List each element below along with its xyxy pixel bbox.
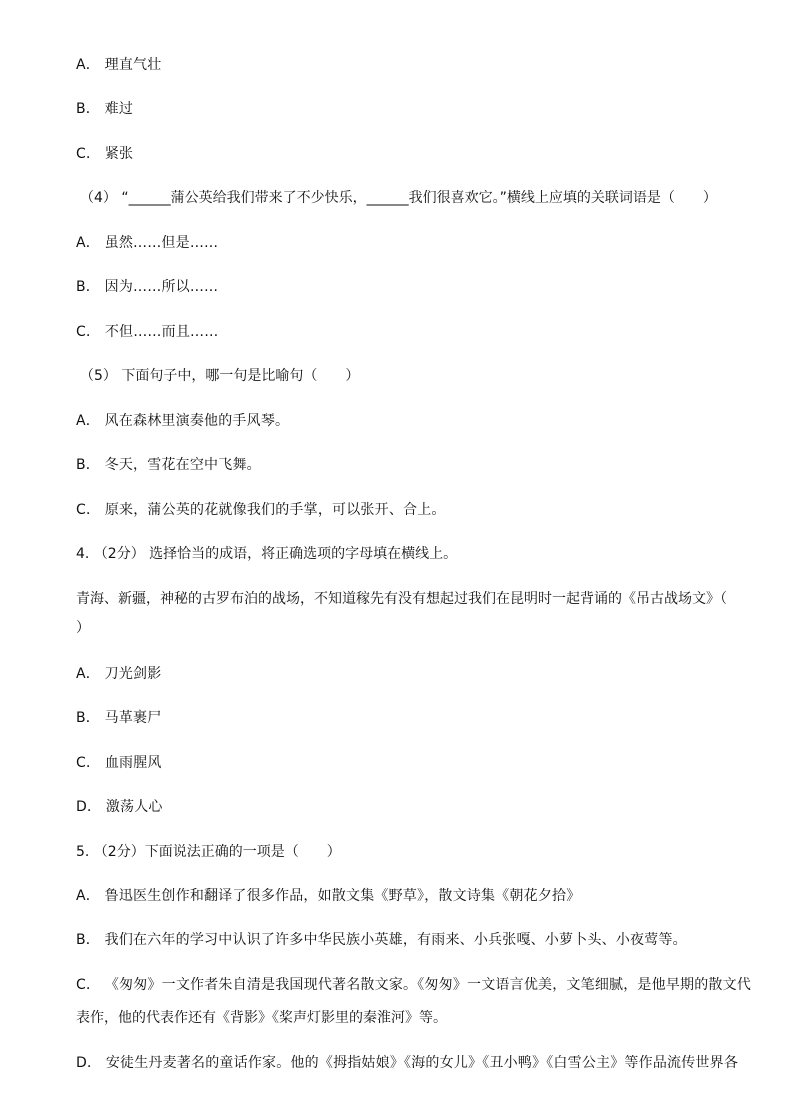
q3-option-c: C． 紧张 xyxy=(76,146,134,162)
q4-option-b: B． 因为……所以…… xyxy=(76,279,219,295)
q4-option-c: C． 不但……而且…… xyxy=(76,324,219,340)
question-5-heading: 5. （2分）下面说法正确的一项是（ ） xyxy=(76,844,341,860)
q5-option-a: A． 风在森林里演奏他的手风琴。 xyxy=(76,413,290,429)
idiom-option-d: D． 激荡人心 xyxy=(76,799,163,815)
q3-option-a: A． 理直气壮 xyxy=(76,57,162,73)
idiom-option-c: C． 血雨腥风 xyxy=(76,755,162,771)
question-5-sub: （5） 下面句子中，哪一句是比喻句（ ） xyxy=(80,368,360,384)
q5-main-option-c-cont: 表作，他的代表作还有《背影》《桨声灯影里的秦淮河》等。 xyxy=(76,1010,447,1026)
q5-main-option-b: B． 我们在六年的学习中认识了许多中华民族小英雄，有雨来、小兵张嘎、小萝卜头、小夜莺等。 xyxy=(76,932,687,948)
q3-option-b: B． 难过 xyxy=(76,101,134,117)
q5-option-c: C． 原来，蒲公英的花就像我们的手掌，可以张开、合上。 xyxy=(76,502,446,518)
question-4-sub: （4） “______蒲公英给我们带来了不少快乐，______我们很喜欢它。”横线上应填的关联词语是（ ） xyxy=(80,190,717,206)
q5-option-b: B． 冬天，雪花在空中飞舞。 xyxy=(76,457,261,473)
q4-option-a: A． 虽然……但是…… xyxy=(76,235,219,251)
question-4-heading: 4. （2分） 选择恰当的成语，将正确选项的字母填在横线上。 xyxy=(76,546,458,562)
idiom-option-a: A． 刀光剑影 xyxy=(76,666,162,682)
q5-main-option-c: C． 《匆匆》一文作者朱自清是我国现代著名散文家。《匆匆》一文语言优美，文笔细腻，是他早期的散文代 xyxy=(76,977,752,993)
q5-main-option-a: A． 鲁迅医生创作和翻译了很多作品，如散文集《野草》，散文诗集《朝花夕拾》 xyxy=(76,888,581,904)
question-4-passage: 青海、新疆，神秘的古罗布泊的战场，不知道稼先有没有想起过我们在昆明时一起背诵的《吊古战场文》（ xyxy=(76,591,727,607)
idiom-option-b: B． 马革裹尸 xyxy=(76,710,162,726)
question-4-passage-cont: ） xyxy=(76,620,90,636)
q5-main-option-d: D． 安徒生丹麦著名的童话作家。他的《拇指姑娘》《海的女儿》《丑小鸭》《白雪公主》等作品流传世界各 xyxy=(76,1055,739,1071)
